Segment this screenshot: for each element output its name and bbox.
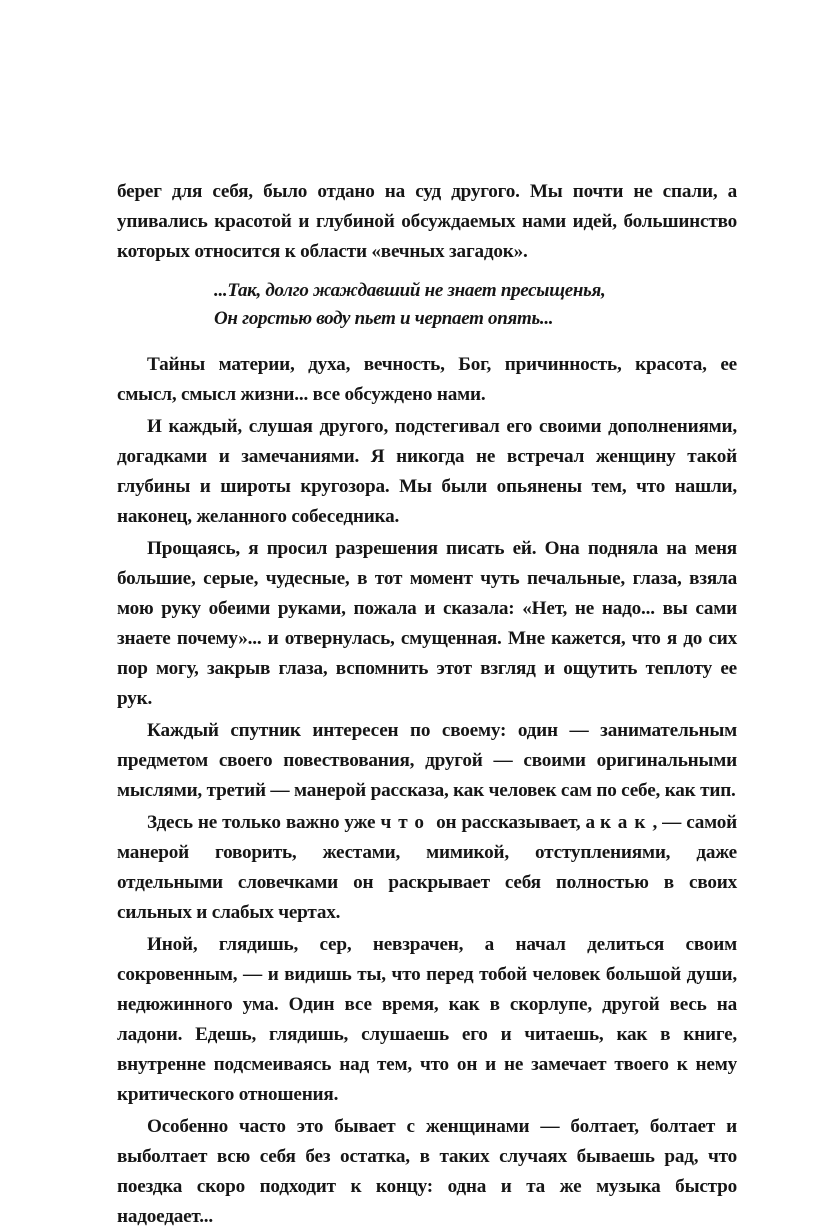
paragraph: И каждый, слушая другого, подстегивал его своими дополнениями, догадками и замечаниями. Я никогда не встречал женщину такой глубины и широты кругозора. Мы были опьянены тем, что нашли, наконец, желанного собеседника. bbox=[117, 416, 737, 527]
emphasis-word-how: как bbox=[600, 812, 653, 833]
paragraph-text: , — самой манерой говорить, жестами, мимикой, отступлениями, даже отдельными словечками он раскрывает себя полностью в своих сильных и слабых чертах. bbox=[117, 812, 738, 923]
verse-line-1: ...Так, долго жаждавший не знает пресыщенья, bbox=[214, 280, 606, 301]
paragraph: Особенно часто это бывает с женщинами — болтает, болтает и выболтает всю себя без остатка, в таких случаях бываешь рад, что поездка скоро подходит к концу: одна и та же музыка быстро надоедает... bbox=[117, 1116, 737, 1227]
paragraph: Прощаясь, я просил разрешения писать ей. Она подняла на меня большие, серые, чудесные, в тот момент чуть печальные, глаза, взяла мою руку обеими руками, пожала и сказала: «Нет, не надо... вы сами знаете почему»... и отвернулась, смущенная. Мне кажется, что я до сих пор могу, закрыв глаза, вспомнить этот взгляд и ощутить теплоту ее рук. bbox=[117, 538, 737, 709]
paragraph-text: Здесь не только важно уже bbox=[147, 812, 381, 833]
verse-quote bbox=[214, 277, 737, 333]
emphasis-word-what: что bbox=[380, 812, 432, 833]
paragraph-continued: берег для себя, было отдано на суд другого. Мы почти не спали, а упивались красотой и глубиной обсуждаемых нами идей, большинство которых относится к области «вечных загадок». bbox=[117, 181, 737, 262]
paragraph: Иной, глядишь, сер, невзрачен, а начал делиться своим сокровенным, — и видишь ты, что перед тобой человек большой души, недюжинного ума. Один все время, как в скорлупе, другой весь на ладони. Едешь, глядишь, слушаешь его и читаешь, как в книге, внутренне подсмеиваясь над тем, что он и не замечает твоего к нему критического отношения. bbox=[117, 934, 737, 1105]
paragraph: Тайны материи, духа, вечность, Бог, причинность, красота, ее смысл, смысл жизни... все обсуждено нами. bbox=[117, 354, 737, 405]
paragraph: Каждый спутник интересен по своему: один — занимательным предметом своего повествования, другой — своими оригинальными мыслями, третий — манерой рассказа, как человек сам по себе, как тип. bbox=[117, 720, 737, 801]
book-page bbox=[117, 177, 737, 1232]
verse-line-2: Он горстью воду пьет и черпает опять... bbox=[214, 308, 554, 329]
paragraph bbox=[117, 808, 737, 928]
paragraph-text: он рассказывает, а bbox=[431, 812, 601, 833]
